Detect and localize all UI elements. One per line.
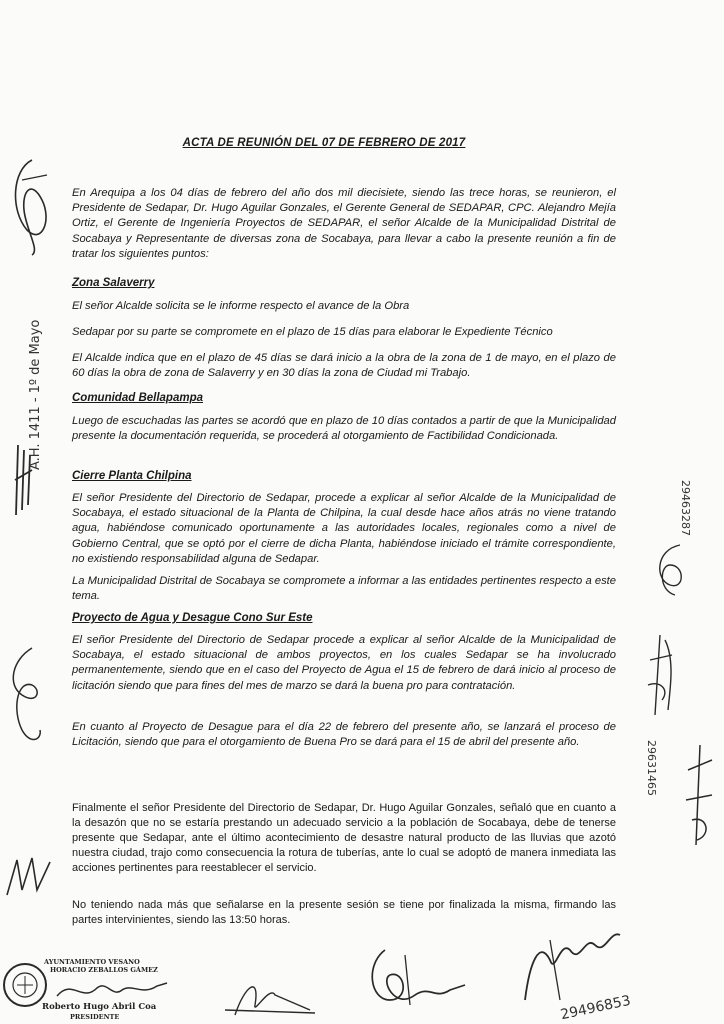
section-heading-cierre-planta-chilpina: Cierre Planta Chilpina <box>72 470 192 482</box>
section-heading-comunidad-bellapampa: Comunidad Bellapampa <box>72 392 203 404</box>
section-paragraph: El señor Alcalde solicita se le informe respecto el avance de la Obra <box>72 300 410 312</box>
closing-paragraph: No teniendo nada más que señalarse en la presente sesión se tiene por finalizada la misma, firmando las partes intervinientes, siendo las 13:50 horas. <box>72 899 616 926</box>
margin-note-handwritten: A.H. 1411 - 1º de Mayo <box>28 319 43 470</box>
handwritten-dni-bottom: 29496853 <box>559 992 633 1024</box>
section-heading-zona-salaverry: Zona Salaverry <box>72 277 155 289</box>
margin-signature-top-left <box>2 150 62 260</box>
stamp-line-1: AYUNTAMIENTO VESANO <box>44 958 140 966</box>
document-title: ACTA DE REUNIÓN DEL 07 DE FEBRERO DE 2017 <box>182 137 466 149</box>
margin-signature-left-b <box>2 640 52 750</box>
section-paragraph: Sedapar por su parte se compromete en el plazo de 15 días para elaborar le Expediente Técnico <box>72 326 553 338</box>
section-paragraph: El señor Presidente del Directorio de Sedapar procede a explicar al señor Alcalde de la Municipalidad de Socabaya, el estado situacional de ambos proyectos, en los cuales Sedapar se ha involucrado permanentemente, siendo que en el caso del Proyecto de Agua el 15 de febrero de dará inicio al proceso de licitación siendo que para fines del mes de marzo se dará la buena pro para contratación. <box>72 634 616 692</box>
margin-signature-left-c <box>2 850 62 900</box>
margin-signature-right-b <box>640 630 680 720</box>
stamp-line-2: HORACIO ZEBALLOS GÁMEZ <box>50 966 158 974</box>
closing-paragraph: Finalmente el señor Presidente del Directorio de Sedapar, Dr. Hugo Aguilar Gonzales, señaló que en cuanto a la desazón que no se estaría prestando un adecuado servicio a la población de Socabaya, debe de tenerse presente que Sedapar, ante el último acontecimiento de desastre natural producto de las lluvias que azotó nuestra ciudad, trajo como consecuencia la rotura de tuberías, ante lo cual se adoptó de manera inmediata las acciones pertinentes para reestablecer el servicio. <box>72 802 616 874</box>
handwritten-dni-right-bottom: 29631465 <box>645 740 658 796</box>
margin-signature-right-a <box>650 540 690 600</box>
section-paragraph: En cuanto al Proyecto de Desague para el día 22 de febrero del presente año, se lanzará el proceso de Licitación, siendo que para el otorgamiento de Buena Pro se dará para el 15 de abril del presente año. <box>72 721 616 749</box>
section-paragraph: El Alcalde indica que en el plazo de 45 días se dará inicio a la obra de la zona de 1 de mayo, en el plazo de 60 días la obra de zona de Salaverry y en 30 días la zona de Ciudad mi Trabajo. <box>72 352 616 380</box>
signature-3 <box>355 940 475 1015</box>
stamp-name: Roberto Hugo Abril Coa <box>42 1002 157 1012</box>
section-heading-proyecto-agua-desague: Proyecto de Agua y Desague Cono Sur Este <box>72 612 313 624</box>
section-paragraph: El señor Presidente del Directorio de Sedapar, procede a explicar al señor Alcalde de la Municipalidad de Socabaya, el estado situacional de la Planta de Chilpina, la cual desde hace años atrás no viene tratando agua, habiéndose comunicado oportunamente a las autoridades locales, regionales como a nivel de Gobierno Central, que se optó por el cierre de dicha Planta, habiéndose iniciado el trámite correspondiente, no existiendo responsabilidad alguna de Sedapar. <box>72 492 616 565</box>
handwritten-dni-right-top: 29463287 <box>679 480 692 536</box>
margin-signature-right-c <box>682 740 718 850</box>
section-paragraph: La Municipalidad Distrital de Socabaya se compromete a informar a las entidades pertinentes respecto a este tema. <box>72 575 616 603</box>
intro-paragraph: En Arequipa a los 04 días de febrero del año dos mil diecisiete, siendo las trece horas, se reunieron, el Presidente de Sedapar, Dr. Hugo Aguilar Gonzales, el Gerente General de SEDAPAR, CPC. Alejandro Mejía Ortiz, el Gerente de Ingeniería Proyectos de SEDAPAR, el señor Alcalde de la Municipalidad Distrital de Socabaya y Representante de diversas zona de Socabaya, para llevar a cabo la presente reunión a fin de tratar los siguientes puntos: <box>72 187 616 260</box>
signature-2 <box>215 965 325 1020</box>
stamp-role: PRESIDENTE <box>70 1013 120 1021</box>
section-paragraph: Luego de escuchadas las partes se acordó que en plazo de 10 días contados a partir de que la Municipalidad presente la documentación requerida, se procederá al otorgamiento de Factibilidad Condicionada. <box>72 415 616 443</box>
